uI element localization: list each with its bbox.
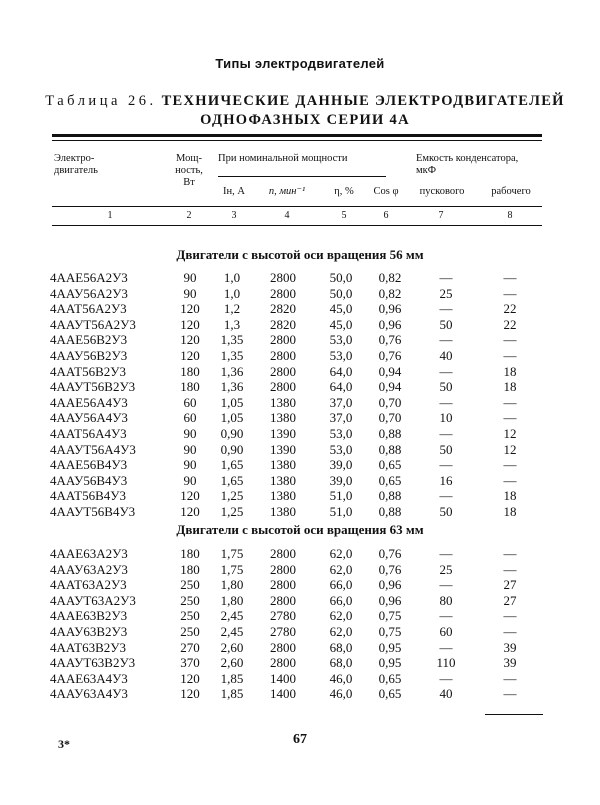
start-capacitance-cell: —: [439, 577, 453, 593]
start-capacitance-cell: 80: [439, 592, 453, 608]
speed-cell: 2780: [270, 608, 296, 624]
column-number: 7: [438, 210, 444, 221]
run-capacitance-cell: 18: [503, 503, 517, 519]
table-row: [50, 426, 540, 442]
table-row: [50, 686, 540, 702]
table-row: [50, 332, 540, 348]
section-title-56: Двигатели с высотой оси вращения 56 мм: [176, 247, 424, 262]
power-cell: 90: [183, 441, 197, 457]
speed-cell: 2800: [270, 561, 296, 577]
run-capacitance-cell: —: [503, 347, 517, 363]
start-capacitance-cell: —: [439, 608, 453, 624]
run-capacitance-cell: 18: [503, 488, 517, 504]
cos-phi-cell: 0,65: [378, 457, 402, 473]
motor-type-cell: 4ААУТ56В2У3: [50, 379, 136, 395]
speed-cell: 2800: [270, 577, 296, 593]
table-row: [50, 301, 540, 317]
cos-phi-cell: 0,65: [378, 686, 402, 702]
motor-type-cell: 4ААУ63А2У3: [50, 561, 128, 577]
start-capacitance-cell: —: [439, 363, 453, 379]
header-motor: Электро- двигатель: [54, 153, 98, 176]
power-cell: 90: [183, 270, 197, 285]
current-cell: 2,60: [220, 639, 244, 655]
motor-type-cell: 4ААУТ56А2У3: [50, 316, 136, 332]
current-cell: 1,05: [220, 410, 244, 426]
header-cap-run: рабочего: [491, 186, 531, 197]
cos-phi-cell: 0,94: [378, 363, 402, 379]
start-capacitance-cell: —: [439, 332, 453, 348]
start-capacitance-cell: 40: [439, 347, 453, 363]
speed-cell: 2820: [270, 316, 296, 332]
running-head: Типы электродвигателей: [215, 56, 385, 71]
current-cell: 2,60: [220, 655, 244, 671]
efficiency-cell: 62,0: [329, 546, 353, 561]
column-number-rule: [52, 225, 542, 226]
power-cell: 180: [180, 561, 200, 577]
start-capacitance-cell: —: [439, 639, 453, 655]
start-capacitance-cell: —: [439, 425, 453, 441]
run-capacitance-cell: 22: [503, 301, 517, 317]
power-cell: 60: [183, 394, 197, 410]
power-cell: 120: [180, 332, 200, 348]
run-capacitance-cell: 18: [503, 379, 517, 395]
speed-cell: 1380: [270, 410, 296, 426]
speed-cell: 2800: [270, 347, 296, 363]
table-row: [50, 270, 540, 286]
power-cell: 90: [183, 285, 197, 301]
motor-type-cell: 4ААТ56В4У3: [50, 488, 126, 504]
speed-cell: 2820: [270, 301, 296, 317]
power-cell: 90: [183, 457, 197, 473]
header-nominal-underline: [218, 176, 386, 177]
efficiency-cell: 62,0: [329, 608, 353, 624]
power-cell: 370: [180, 655, 200, 671]
efficiency-cell: 62,0: [329, 561, 353, 577]
speed-cell: 2800: [270, 285, 296, 301]
efficiency-cell: 39,0: [329, 472, 353, 488]
power-cell: 250: [180, 623, 200, 639]
current-cell: 1,80: [220, 577, 244, 593]
column-number: 1: [107, 210, 113, 221]
power-cell: 120: [180, 503, 200, 519]
efficiency-cell: 53,0: [329, 332, 353, 348]
motor-type-cell: 4ААУ56А2У3: [50, 285, 128, 301]
header-nominal-group: При номинальной мощности: [218, 153, 348, 164]
current-cell: 1,65: [220, 472, 244, 488]
table-row: [50, 577, 540, 593]
start-capacitance-cell: —: [439, 270, 453, 285]
power-cell: 90: [183, 472, 197, 488]
current-cell: 1,80: [220, 592, 244, 608]
speed-cell: 1380: [270, 488, 296, 504]
cos-phi-cell: 0,75: [378, 623, 402, 639]
power-cell: 250: [180, 592, 200, 608]
speed-cell: 2800: [270, 639, 296, 655]
motor-type-cell: 4ААЕ56А4У3: [50, 394, 128, 410]
table-row: [50, 379, 540, 395]
header-cos: Cos φ: [373, 186, 399, 197]
efficiency-cell: 64,0: [329, 363, 353, 379]
efficiency-cell: 46,0: [329, 670, 353, 686]
header-capacitor-group: Емкость конденсатора, мкФ: [416, 153, 519, 176]
cos-phi-cell: 0,88: [378, 441, 402, 457]
start-capacitance-cell: 40: [439, 686, 453, 702]
table-row: [50, 442, 540, 458]
table-row: [50, 624, 540, 640]
cos-phi-cell: 0,88: [378, 425, 402, 441]
power-cell: 120: [180, 347, 200, 363]
efficiency-cell: 53,0: [329, 441, 353, 457]
speed-cell: 2800: [270, 270, 296, 285]
run-capacitance-cell: —: [503, 270, 517, 285]
table-row: [50, 348, 540, 364]
header-rule: [52, 206, 542, 207]
cos-phi-cell: 0,82: [378, 270, 402, 285]
table-caption: [40, 92, 570, 130]
run-capacitance-cell: —: [503, 608, 517, 624]
current-cell: 1,36: [220, 363, 244, 379]
current-cell: 1,36: [220, 379, 244, 395]
power-cell: 250: [180, 577, 200, 593]
signature-mark: 3*: [58, 737, 70, 751]
table-row: [50, 671, 540, 687]
cos-phi-cell: 0,76: [378, 347, 402, 363]
speed-cell: 1390: [270, 425, 296, 441]
start-capacitance-cell: 50: [439, 441, 453, 457]
run-capacitance-cell: —: [503, 332, 517, 348]
motor-type-cell: 4ААЕ63А2У3: [50, 546, 128, 561]
table-row: [50, 473, 540, 489]
start-capacitance-cell: —: [439, 488, 453, 504]
power-cell: 180: [180, 379, 200, 395]
run-capacitance-cell: —: [503, 546, 517, 561]
start-capacitance-cell: 50: [439, 379, 453, 395]
efficiency-cell: 53,0: [329, 347, 353, 363]
cos-phi-cell: 0,82: [378, 285, 402, 301]
efficiency-cell: 50,0: [329, 285, 353, 301]
run-capacitance-cell: 12: [503, 441, 517, 457]
motor-type-cell: 4ААУ63В2У3: [50, 623, 128, 639]
cos-phi-cell: 0,95: [378, 655, 402, 671]
speed-cell: 2800: [270, 655, 296, 671]
speed-cell: 1390: [270, 441, 296, 457]
motor-type-cell: 4ААУТ63А2У3: [50, 592, 136, 608]
start-capacitance-cell: 25: [439, 285, 453, 301]
cos-phi-cell: 0,70: [378, 410, 402, 426]
motor-type-cell: 4ААЕ56В4У3: [50, 457, 128, 473]
cos-phi-cell: 0,96: [378, 577, 402, 593]
speed-cell: 2800: [270, 546, 296, 561]
efficiency-cell: 37,0: [329, 394, 353, 410]
motor-type-cell: 4ААЕ63А4У3: [50, 670, 128, 686]
current-cell: 1,75: [220, 561, 244, 577]
current-cell: 1,3: [223, 316, 241, 332]
efficiency-cell: 37,0: [329, 410, 353, 426]
current-cell: 1,25: [220, 488, 244, 504]
section-title-63: Двигатели с высотой оси вращения 63 мм: [176, 522, 424, 537]
speed-cell: 1400: [270, 670, 296, 686]
run-capacitance-cell: —: [503, 670, 517, 686]
motor-type-cell: 4ААТ56А2У3: [50, 301, 127, 317]
motor-type-cell: 4ААУ56В4У3: [50, 472, 128, 488]
current-cell: 1,65: [220, 457, 244, 473]
speed-cell: 2800: [270, 592, 296, 608]
header-cap-start: пускового: [419, 186, 465, 197]
current-cell: 0,90: [220, 441, 244, 457]
table-row: [50, 395, 540, 411]
current-cell: 1,85: [220, 670, 244, 686]
motor-type-cell: 4ААЕ56А2У3: [50, 270, 128, 285]
cos-phi-cell: 0,88: [378, 503, 402, 519]
efficiency-cell: 64,0: [329, 379, 353, 395]
start-capacitance-cell: —: [439, 457, 453, 473]
efficiency-cell: 68,0: [329, 655, 353, 671]
motor-type-cell: 4ААТ56В2У3: [50, 363, 126, 379]
current-cell: 1,35: [220, 332, 244, 348]
bottom-rule: [485, 714, 543, 715]
data-table-56: [50, 270, 540, 520]
cos-phi-cell: 0,76: [378, 561, 402, 577]
power-cell: 120: [180, 686, 200, 702]
run-capacitance-cell: —: [503, 285, 517, 301]
current-cell: 1,0: [223, 270, 241, 285]
table-row: [50, 593, 540, 609]
current-cell: 1,75: [220, 546, 244, 561]
speed-cell: 1380: [270, 394, 296, 410]
page-number: 67: [293, 732, 307, 747]
caption-line-2: ОДНОФАЗНЫХ СЕРИИ 4А: [200, 112, 410, 128]
speed-cell: 2800: [270, 363, 296, 379]
efficiency-cell: 51,0: [329, 488, 353, 504]
current-cell: 1,0: [223, 285, 241, 301]
table-row: [50, 546, 540, 562]
run-capacitance-cell: 27: [503, 592, 517, 608]
start-capacitance-cell: 10: [439, 410, 453, 426]
current-cell: 1,85: [220, 686, 244, 702]
column-number: 4: [284, 210, 290, 221]
top-thin-rule: [52, 140, 542, 141]
table-row: [50, 655, 540, 671]
table-row: [50, 364, 540, 380]
header-speed: n, мин⁻¹: [268, 186, 306, 197]
column-number: 5: [341, 210, 347, 221]
column-number: 2: [186, 210, 192, 221]
efficiency-cell: 46,0: [329, 686, 353, 702]
speed-cell: 2780: [270, 623, 296, 639]
power-cell: 250: [180, 608, 200, 624]
table-row: [50, 640, 540, 656]
table-row: [50, 410, 540, 426]
cos-phi-cell: 0,96: [378, 301, 402, 317]
power-cell: 60: [183, 410, 197, 426]
motor-type-cell: 4ААУ63А4У3: [50, 686, 128, 702]
cos-phi-cell: 0,95: [378, 639, 402, 655]
speed-cell: 1400: [270, 686, 296, 702]
efficiency-cell: 66,0: [329, 577, 353, 593]
column-number: 8: [507, 210, 513, 221]
run-capacitance-cell: —: [503, 394, 517, 410]
efficiency-cell: 53,0: [329, 425, 353, 441]
power-cell: 120: [180, 488, 200, 504]
motor-type-cell: 4ААУТ63В2У3: [50, 655, 136, 671]
cos-phi-cell: 0,76: [378, 332, 402, 348]
header-power: Мощ- ность, Вт: [175, 153, 203, 188]
run-capacitance-cell: —: [503, 623, 517, 639]
current-cell: 1,2: [223, 301, 241, 317]
start-capacitance-cell: 50: [439, 503, 453, 519]
run-capacitance-cell: 18: [503, 363, 517, 379]
efficiency-cell: 45,0: [329, 316, 353, 332]
table-row: [50, 504, 540, 520]
cos-phi-cell: 0,96: [378, 316, 402, 332]
start-capacitance-cell: 60: [439, 623, 453, 639]
run-capacitance-cell: 39: [503, 655, 517, 671]
run-capacitance-cell: —: [503, 410, 517, 426]
header-efficiency: η, %: [334, 186, 354, 197]
motor-type-cell: 4ААТ63А2У3: [50, 577, 127, 593]
current-cell: 1,25: [220, 503, 244, 519]
table-row: [50, 488, 540, 504]
run-capacitance-cell: —: [503, 561, 517, 577]
cos-phi-cell: 0,65: [378, 472, 402, 488]
caption-prefix: Таблица 26.: [45, 93, 157, 109]
cos-phi-cell: 0,75: [378, 608, 402, 624]
motor-type-cell: 4ААТ56А4У3: [50, 425, 127, 441]
data-table-63: [50, 546, 540, 702]
efficiency-cell: 66,0: [329, 592, 353, 608]
efficiency-cell: 68,0: [329, 639, 353, 655]
power-cell: 120: [180, 670, 200, 686]
motor-type-cell: 4ААУТ56А4У3: [50, 441, 136, 457]
start-capacitance-cell: —: [439, 670, 453, 686]
motor-type-cell: 4ААУТ56В4У3: [50, 503, 136, 519]
start-capacitance-cell: 50: [439, 316, 453, 332]
cos-phi-cell: 0,94: [378, 379, 402, 395]
speed-cell: 2800: [270, 332, 296, 348]
speed-cell: 1380: [270, 503, 296, 519]
efficiency-cell: 50,0: [329, 270, 353, 285]
motor-type-cell: 4ААУ56А4У3: [50, 410, 128, 426]
start-capacitance-cell: —: [439, 301, 453, 317]
start-capacitance-cell: 110: [436, 655, 456, 671]
power-cell: 180: [180, 546, 200, 561]
power-cell: 180: [180, 363, 200, 379]
table-row: [50, 457, 540, 473]
current-cell: 2,45: [220, 623, 244, 639]
run-capacitance-cell: —: [503, 472, 517, 488]
speed-cell: 2800: [270, 379, 296, 395]
speed-cell: 1380: [270, 472, 296, 488]
start-capacitance-cell: —: [439, 394, 453, 410]
current-cell: 0,90: [220, 425, 244, 441]
power-cell: 90: [183, 425, 197, 441]
column-number: 3: [231, 210, 237, 221]
power-cell: 270: [180, 639, 200, 655]
cos-phi-cell: 0,65: [378, 670, 402, 686]
efficiency-cell: 51,0: [329, 503, 353, 519]
motor-type-cell: 4ААТ63В2У3: [50, 639, 126, 655]
efficiency-cell: 45,0: [329, 301, 353, 317]
run-capacitance-cell: 22: [503, 316, 517, 332]
current-cell: 1,05: [220, 394, 244, 410]
current-cell: 2,45: [220, 608, 244, 624]
table-row: [50, 286, 540, 302]
column-number: 6: [383, 210, 389, 221]
efficiency-cell: 39,0: [329, 457, 353, 473]
efficiency-cell: 62,0: [329, 623, 353, 639]
motor-type-cell: 4ААЕ56В2У3: [50, 332, 128, 348]
cos-phi-cell: 0,96: [378, 592, 402, 608]
table-row: [50, 562, 540, 578]
caption-line-1: ТЕХНИЧЕСКИЕ ДАННЫЕ ЭЛЕКТРОДВИГАТЕЛЕЙ: [161, 93, 565, 109]
cos-phi-cell: 0,76: [378, 546, 402, 561]
start-capacitance-cell: 25: [439, 561, 453, 577]
cos-phi-cell: 0,70: [378, 394, 402, 410]
motor-type-cell: 4ААУ56В2У3: [50, 347, 128, 363]
current-cell: 1,35: [220, 347, 244, 363]
run-capacitance-cell: —: [503, 457, 517, 473]
run-capacitance-cell: 27: [503, 577, 517, 593]
run-capacitance-cell: 12: [503, 425, 517, 441]
motor-type-cell: 4ААЕ63В2У3: [50, 608, 128, 624]
cos-phi-cell: 0,88: [378, 488, 402, 504]
run-capacitance-cell: —: [503, 686, 517, 702]
header-current: Iн, A: [223, 186, 245, 197]
speed-cell: 1380: [270, 457, 296, 473]
start-capacitance-cell: 16: [439, 472, 453, 488]
table-row: [50, 317, 540, 333]
start-capacitance-cell: —: [439, 546, 453, 561]
top-thick-rule: [52, 134, 542, 137]
table-row: [50, 608, 540, 624]
power-cell: 120: [180, 301, 200, 317]
run-capacitance-cell: 39: [503, 639, 517, 655]
power-cell: 120: [180, 316, 200, 332]
